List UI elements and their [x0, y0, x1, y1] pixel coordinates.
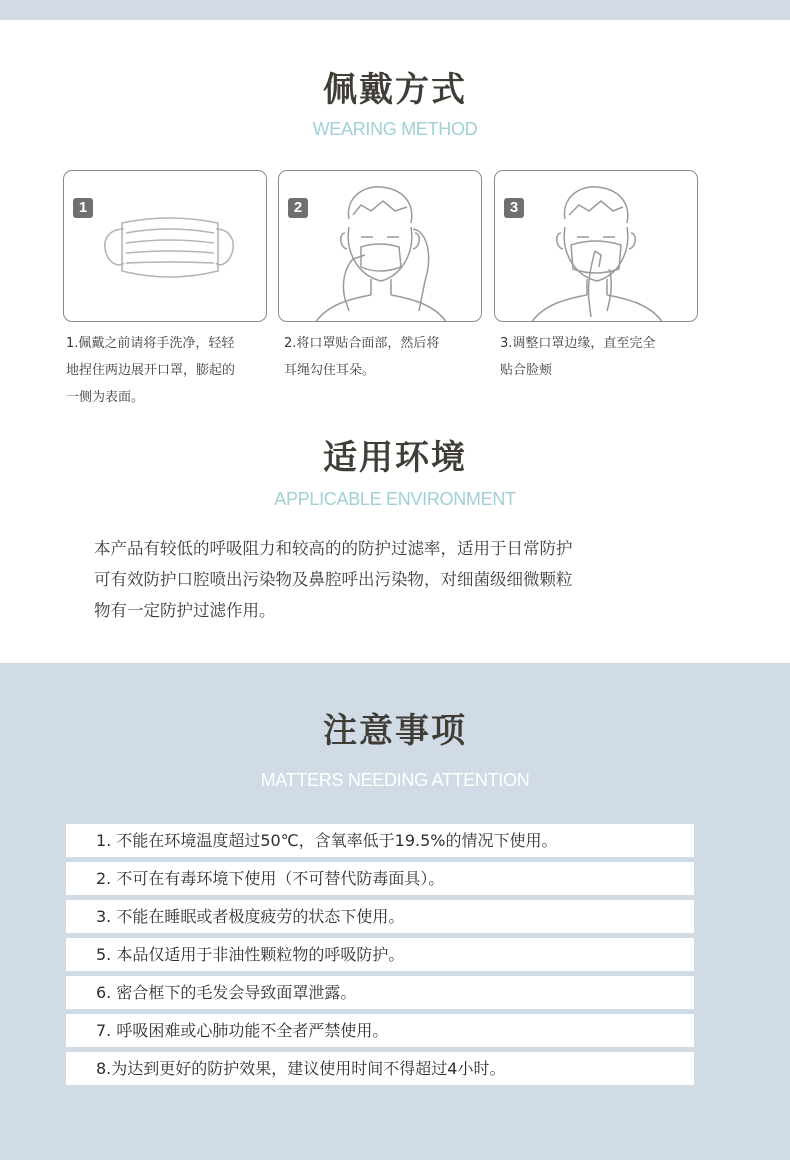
step-1-line-2: 地捏住两边展开口罩，膨起的 — [66, 363, 236, 378]
step-badge-3: 3 — [504, 198, 524, 218]
step-card-3 — [494, 170, 698, 322]
wearing-subtitle: WEARING METHOD — [312, 119, 478, 139]
step-card-2 — [278, 170, 482, 322]
person-putting-on-mask-icon — [279, 171, 482, 322]
step-3-line-1: 3.调整口罩边缘，直至完全 — [500, 336, 656, 351]
environment-subtitle: APPLICABLE ENVIRONMENT — [274, 489, 516, 509]
step-badge-1: 1 — [73, 198, 93, 218]
environment-line-3: 物有一定防护过滤作用。 — [94, 601, 276, 620]
step-3-line-2: 贴合脸颊 — [500, 363, 553, 378]
environment-line-2: 可有效防护口腔喷出污染物及鼻腔呼出污染物，对细菌级细微颗粒 — [94, 570, 573, 589]
step-1-line-1: 1.佩戴之前请将手洗净，轻轻 — [66, 336, 235, 351]
top-band — [0, 0, 790, 20]
wearing-title: 佩戴方式 — [323, 70, 467, 110]
note-item-5: 6. 密合框下的毛发会导致面罩泄露。 — [66, 976, 694, 1009]
step-2-line-1: 2.将口罩贴合面部，然后将 — [284, 336, 440, 351]
step-text-3 — [500, 330, 712, 384]
note-item-2: 2. 不可在有毒环境下使用（不可替代防毒面具）。 — [66, 862, 694, 895]
step-text-2 — [284, 330, 496, 384]
step-badge-2: 2 — [288, 198, 308, 218]
step-text-1 — [66, 330, 278, 411]
notes-title: 注意事项 — [323, 711, 467, 751]
step-card-1 — [63, 170, 267, 322]
environment-title: 适用环境 — [323, 438, 467, 478]
note-item-7: 8.为达到更好的防护效果，建议使用时间不得超过4小时。 — [66, 1052, 694, 1085]
person-adjusting-mask-icon — [495, 171, 698, 322]
note-item-3: 3. 不能在睡眠或者极度疲劳的状态下使用。 — [66, 900, 694, 933]
note-item-1: 1. 不能在环境温度超过50℃，含氧率低于19.5%的情况下使用。 — [66, 824, 694, 857]
step-1-line-3: 一侧为表面。 — [66, 390, 145, 405]
step-2-line-2: 耳绳勾住耳朵。 — [284, 363, 376, 378]
environment-line-1: 本产品有较低的呼吸阻力和较高的的防护过滤率，适用于日常防护 — [94, 539, 573, 558]
note-item-6: 7. 呼吸困难或心肺功能不全者严禁使用。 — [66, 1014, 694, 1047]
mask-illustration-icon — [64, 171, 267, 322]
environment-description — [94, 533, 694, 626]
note-item-4: 5. 本品仅适用于非油性颗粒物的呼吸防护。 — [66, 938, 694, 971]
notes-subtitle: MATTERS NEEDING ATTENTION — [260, 770, 530, 790]
